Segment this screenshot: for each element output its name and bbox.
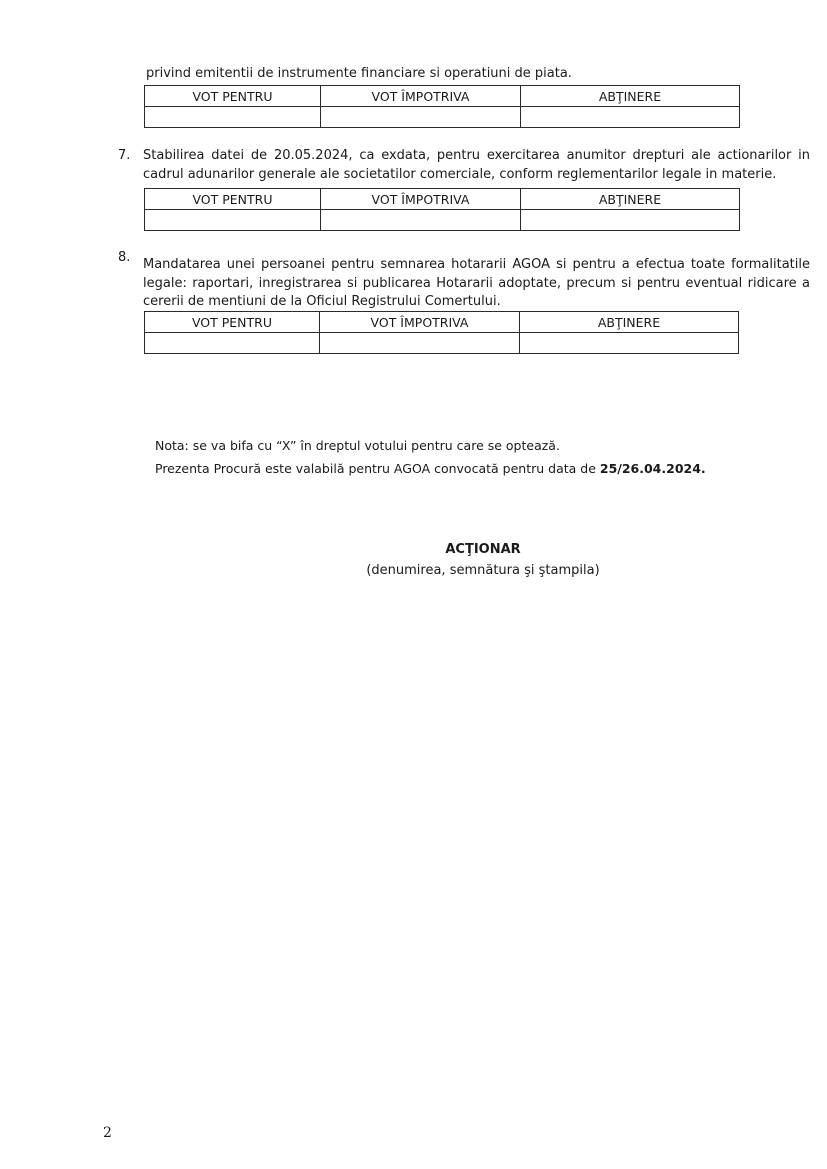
vote-abstain-header: ABŢINERE bbox=[521, 86, 740, 107]
item-7-number: 7. bbox=[118, 148, 131, 163]
vote-abstain-header: ABŢINERE bbox=[521, 189, 740, 210]
vote-against-cell[interactable] bbox=[321, 210, 521, 231]
vote-against-header: VOT ÎMPOTRIVA bbox=[321, 189, 521, 210]
vote-for-header: VOT PENTRU bbox=[145, 312, 320, 333]
vote-for-cell[interactable] bbox=[145, 210, 321, 231]
page-number: 2 bbox=[103, 1125, 112, 1141]
vote-against-cell[interactable] bbox=[320, 333, 520, 354]
note-line-1: Nota: se va bifa cu “X” în dreptul votului pentru care se optează. bbox=[155, 438, 560, 453]
vote-table-1 bbox=[144, 85, 740, 128]
intro-line: privind emitentii de instrumente financiare si operatiuni de piata. bbox=[146, 66, 572, 81]
meeting-date: 25/26.04.2024. bbox=[599, 461, 706, 476]
vote-abstain-header: ABŢINERE bbox=[520, 312, 739, 333]
vote-against-header: VOT ÎMPOTRIVA bbox=[321, 86, 521, 107]
note-line-2-text: Prezenta Procură este valabilă pentru AGOA convocată pentru data de bbox=[155, 461, 600, 476]
vote-for-cell[interactable] bbox=[145, 107, 321, 128]
item-8-text: Mandatarea unei persoanei pentru semnarea hotararii AGOA si pentru a efectua toate formalitatile legale: raportari, inregistrarea si publicarea Hotararii adoptate, precum si pentru eventual ridicare a cererii de mentiuni de la Oficiul Registrului Comertului. bbox=[143, 257, 810, 309]
vote-abstain-cell[interactable] bbox=[520, 333, 739, 354]
vote-for-cell[interactable] bbox=[145, 333, 320, 354]
vote-against-header: VOT ÎMPOTRIVA bbox=[320, 312, 520, 333]
vote-table-3 bbox=[144, 311, 739, 354]
signature-subtitle: (denumirea, semnătura şi ştampila) bbox=[366, 563, 600, 578]
vote-for-header: VOT PENTRU bbox=[145, 189, 321, 210]
note-line-2 bbox=[155, 461, 706, 477]
item-7-text: Stabilirea datei de 20.05.2024, ca exdata, pentru exercitarea anumitor drepturi ale actionarilor in cadrul adunarilor generale ale societatilor comerciale, conform reglementarilor legale in materie. bbox=[143, 148, 810, 182]
vote-against-cell[interactable] bbox=[321, 107, 521, 128]
vote-table-2 bbox=[144, 188, 740, 231]
signature-title: ACŢIONAR bbox=[445, 542, 521, 557]
vote-abstain-cell[interactable] bbox=[521, 107, 740, 128]
item-8-number: 8. bbox=[118, 250, 131, 265]
vote-for-header: VOT PENTRU bbox=[145, 86, 321, 107]
vote-abstain-cell[interactable] bbox=[521, 210, 740, 231]
